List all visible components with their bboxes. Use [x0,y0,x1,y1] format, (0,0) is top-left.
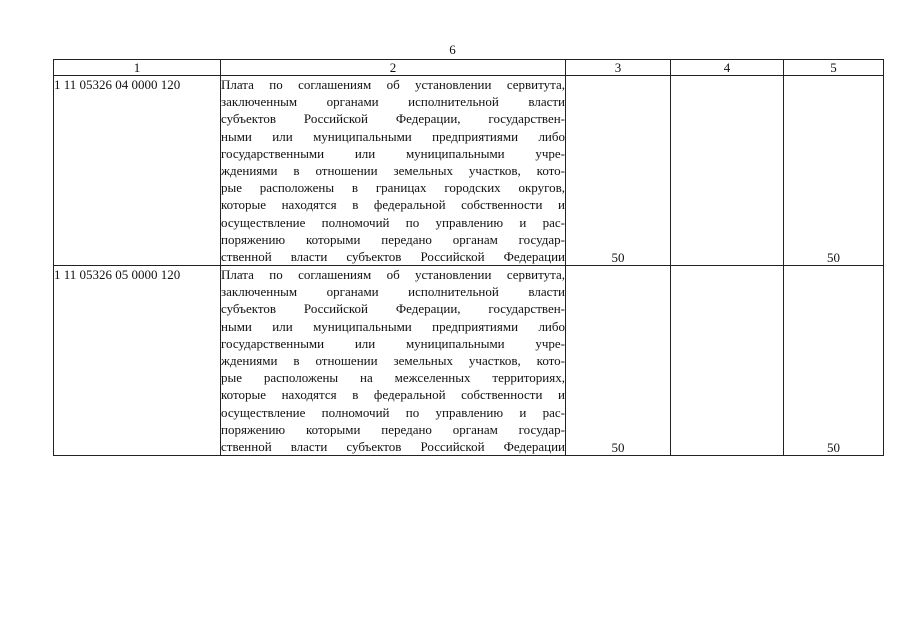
table-header-row [54,60,884,76]
description-line: заключенным органами исполнительной власти [221,284,565,300]
description-line: которые находятся в федеральной собственности и [221,387,565,403]
description-line: рые расположены на межселенных территориях, [221,370,565,386]
description-line: государственными или муниципальными учре- [221,145,565,161]
budget-table [53,59,884,456]
description-line: ждениями в отношении земельных участков, кото- [221,162,565,178]
budget-code-cell: 1 11 05326 05 0000 120 [54,266,221,456]
description-line: ждениями в отношении земельных участков, кото- [221,353,565,368]
description-line: государственными или муниципальными учре- [221,335,565,351]
description-line: ными или муниципальными предприятиями либо [221,318,565,334]
value-cell-col4 [671,266,784,456]
description-line: Плата по соглашениям об установлении сервитута, [221,267,565,283]
description-line: осуществление полномочий по управлению и рас- [221,404,565,420]
page-number: 6 [449,42,456,57]
description-line: ными или муниципальными предприятиями либо [221,128,565,144]
description-line: заключенным органами исполнительной власти [221,94,565,110]
column-header-4: 4 [671,60,784,76]
column-header-1: 1 [54,60,221,76]
table-row [54,76,884,266]
value-cell-col3: 50 [566,266,671,456]
column-header-2: 2 [221,60,566,76]
value-cell-col5: 50 [784,266,884,456]
description-line: субъектов Российской Федерации, государствен- [221,111,565,127]
description-line: поряжению которыми передано органам государ- [221,421,565,437]
description-line: поряжению которыми передано органам государ- [221,231,565,247]
description-line: ственной власти субъектов Российской Федерации [221,248,565,264]
description-cell [221,266,566,456]
column-header-3: 3 [566,60,671,76]
value-cell-col5: 50 [784,76,884,266]
description-line: ственной власти субъектов Российской Федерации [221,438,565,454]
value-cell-col3: 50 [566,76,671,266]
description-cell [221,76,566,266]
description-line: которые находятся в федеральной собственности и [221,197,565,213]
value-cell-col4 [671,76,784,266]
description-line: осуществление полномочий по управлению и рас- [221,214,565,230]
description-line: рые расположены в границах городских округов, [221,180,565,196]
column-header-5: 5 [784,60,884,76]
description-line: субъектов Российской Федерации, государствен- [221,301,565,317]
description-line: Плата по соглашениям об установлении сервитута, [221,77,565,92]
budget-code-cell: 1 11 05326 04 0000 120 [54,76,221,266]
table-row [54,266,884,456]
